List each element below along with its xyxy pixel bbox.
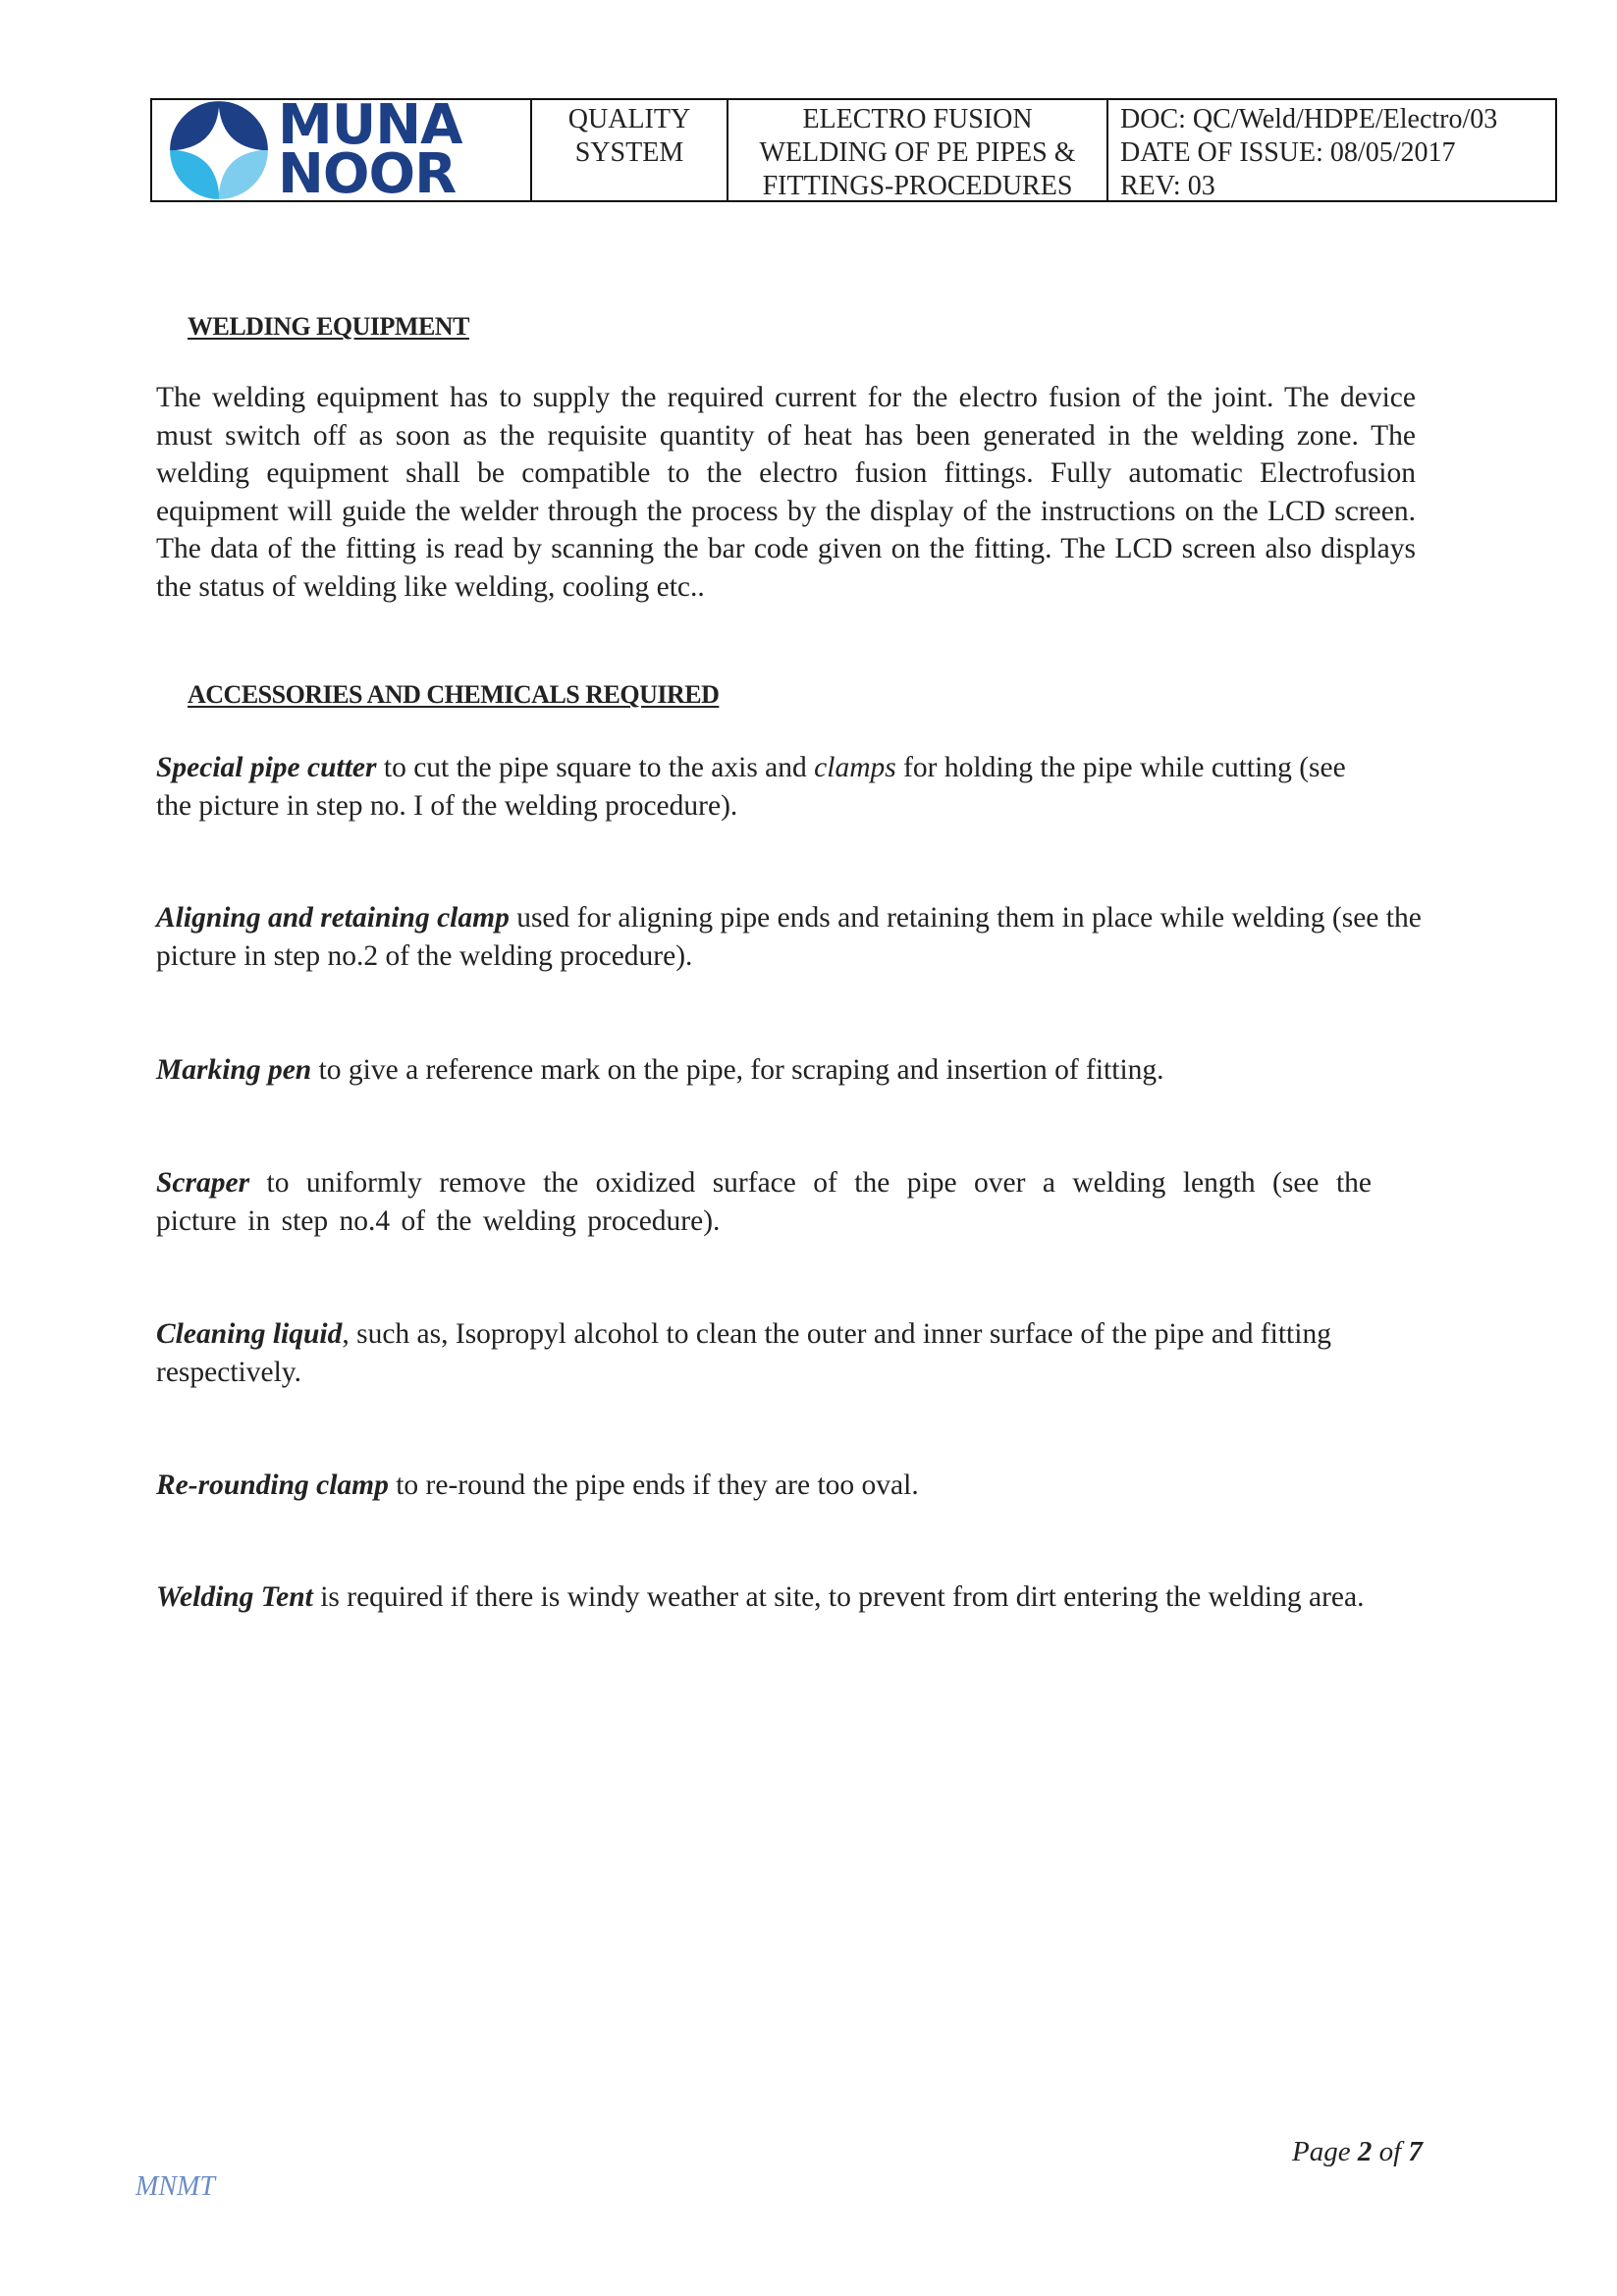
accessory-item (156, 1051, 1416, 1090)
page-number (1292, 2136, 1423, 2168)
footer-mark: MNMT (135, 2171, 215, 2202)
accessory-label: Welding Tent (156, 1581, 313, 1613)
accessory-item (156, 749, 1364, 825)
accessory-item (156, 1578, 1374, 1617)
logo-wordmark (278, 93, 462, 206)
accessory-label: Marking pen (156, 1054, 312, 1086)
title-line-3: FITTINGS-PROCEDURES (762, 171, 1073, 201)
page-of: of (1372, 2136, 1409, 2167)
accessory-item (156, 1164, 1372, 1240)
document-header-table (150, 93, 1557, 206)
page-total: 7 (1408, 2136, 1423, 2167)
accessory-text: to give a reference mark on the pipe, for scraping and insertion of fitting. (311, 1054, 1164, 1086)
accessory-text: to uniformly remove the oxidized surface of the pipe over a welding length (see the picture in step no.4 of the welding procedure). (156, 1167, 1372, 1237)
heading-welding-equipment: WELDING EQUIPMENT (188, 312, 469, 341)
quality-line: QUALITY (567, 104, 691, 134)
title-line-2: WELDING OF PE PIPES & (759, 137, 1076, 168)
accessory-text: to re-round the pipe ends if they are too oval. (388, 1469, 919, 1501)
accessory-text: used for aligning pipe ends and retaining them in place while welding (see the picture in step no.2 of the welding procedure). (156, 902, 1422, 972)
accessory-item (156, 1467, 1416, 1505)
document-info-cell (1108, 100, 1555, 200)
accessory-text: to cut the pipe square to the axis and (376, 752, 815, 783)
system-line: SYSTEM (574, 137, 684, 168)
date-of-issue: DATE OF ISSUE: 08/05/2017 (1120, 137, 1456, 168)
revision: REV: 03 (1120, 171, 1215, 201)
accessory-text: is required if there is windy weather at site, to prevent from dirt entering the welding area. (312, 1581, 1365, 1613)
title-line-1: ELECTRO FUSION (802, 104, 1033, 134)
heading-accessories: ACCESSORIES AND CHEMICALS REQUIRED (188, 680, 720, 709)
accessory-label: Cleaning liquid (156, 1318, 343, 1350)
page-prefix: Page (1292, 2136, 1358, 2167)
accessory-text: , such as, Isopropyl alcohol to clean the outer and inner surface of the pipe and fitting respectively. (156, 1318, 1331, 1388)
logo-cell (152, 93, 532, 206)
quality-system-cell (532, 100, 728, 200)
logo-line-2: NOOR (278, 142, 457, 206)
accessory-italic: clamps (814, 752, 896, 783)
accessory-item (156, 1315, 1393, 1391)
welding-equipment-paragraph: The welding equipment has to supply the required current for the electro fusion of the joint. The device must switch off as soon as the requisite quantity of heat has been generated in the welding zone. The welding equipment shall be compatible to the electro fusion fittings. Fully automatic Electrofusion equipment will guide the welder through the process by the display of the instructions on the LCD screen. The data of the fitting is read by scanning the bar code given on the fitting. The LCD screen also displays the status of welding like welding, cooling etc.. (156, 382, 1416, 603)
accessory-label: Aligning and retaining clamp (156, 902, 510, 934)
accessory-label: Re-rounding clamp (156, 1469, 389, 1501)
logo-line-1: MUNA (278, 93, 462, 157)
accessory-text-2: for holding the pipe while cutting (see the picture in step no. I of the welding procedure). (156, 752, 1346, 822)
accessory-item (156, 899, 1423, 975)
page-current: 2 (1357, 2136, 1373, 2167)
accessory-label: Scraper (156, 1167, 250, 1199)
accessory-label: Special pipe cutter (156, 752, 377, 783)
muna-noor-logo-icon (168, 99, 270, 201)
doc-number: DOC: QC/Weld/HDPE/Electro/03 (1120, 104, 1498, 134)
document-title-cell (728, 100, 1108, 200)
